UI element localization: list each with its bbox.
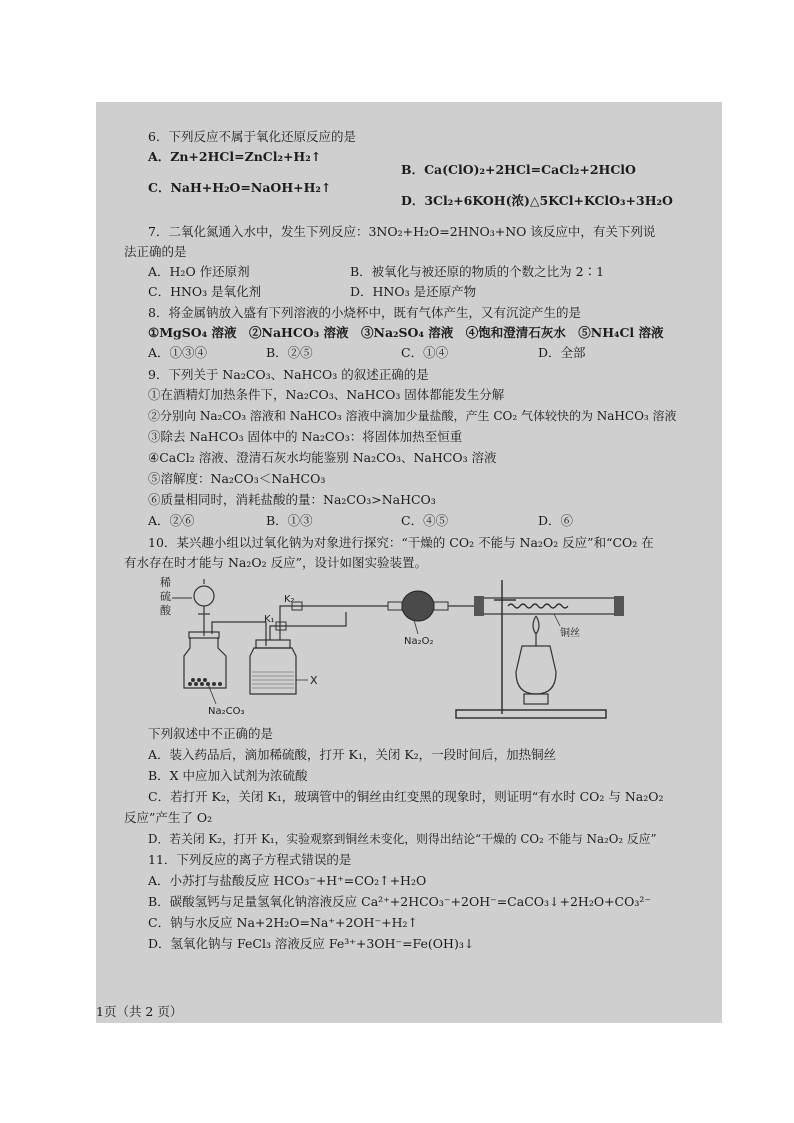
copper-wire [508,604,568,608]
q10-stem-line2: 有水存在时才能与 Na₂O₂ 反应”，设计如图实验装置。 [124,555,427,570]
alcohol-lamp [516,616,556,704]
tube-k1 [270,612,346,640]
q11-option-d: D．氢氧化钠与 FeCl₃ 溶液反应 Fe³⁺+3OH⁻=Fe(OH)₃↓ [148,936,475,951]
separatory-funnel [194,579,214,636]
q8-option-d: D．全部 [538,345,586,360]
q9-statement-4: ④CaCl₂ 溶液、澄清石灰水均能鉴别 Na₂CO₃、NaHCO₃ 溶液 [148,450,497,465]
q10-option-c-line2: 反应”产生了 O₂ [124,810,213,825]
label-na2o2: Na₂O₂ [404,636,434,647]
q10-option-c-line1: C．若打开 K₂，关闭 K₁，玻璃管中的铜丝由红变黑的现象时，则证明“有水时 CO₂ 与 Na₂O₂ [148,789,664,804]
q6-option-d: D．3Cl₂+6KOH(浓)△5KCl+KClO₃+3H₂O [401,193,673,208]
label-acid-1: 稀 [160,576,171,589]
q10-option-b: B．X 中应加入试剂为浓硫酸 [148,768,308,783]
q9-option-a: A．②⑥ [148,513,195,528]
q8-stem: 8．将金属钠放入盛有下列溶液的小烧杯中，既有气体产生，又有沉淀产生的是 [148,305,581,320]
q6-option-b: B．Ca(ClO)₂+2HCl=CaCl₂+2HClO [401,162,636,177]
label-copper-wire: 铜丝 [560,628,580,639]
q8-option-c: C．①④ [401,345,449,360]
label-x: X [310,674,318,687]
label-acid-3: 酸 [160,604,171,617]
q10-option-d: D．若关闭 K₂，打开 K₁，实验观察到铜丝未变化，则得出结论“干燥的 CO₂ 不能与 Na₂O₂ 反应” [148,832,657,846]
q9-option-c: C．④⑤ [401,513,449,528]
q9-statement-1: ①在酒精灯加热条件下，Na₂CO₃、NaHCO₃ 固体都能发生分解 [148,387,505,402]
q9-option-d: D．⑥ [538,513,574,528]
label-k1: K₁ [264,614,275,625]
q9-stem: 9．下列关于 Na₂CO₃、NaHCO₃ 的叙述正确的是 [148,367,429,382]
q9-option-b: B．①③ [266,513,313,528]
q10-option-a: A．装入药品后，滴加稀硫酸，打开 K₁，关闭 K₂，一段时间后，加热铜丝 [148,747,557,762]
q10-prompt: 下列叙述中不正确的是 [148,726,274,741]
q7-stem-line1: 7．二氧化氮通入水中，发生下列反应：3NO₂+H₂O=2HNO₃+NO 该反应中，有关下列说 [148,224,656,239]
na2co3-solid [188,678,222,686]
q11-stem: 11．下列反应的离子方程式错误的是 [148,852,352,867]
q7-option-c: C．HNO₃ 是氧化剂 [148,284,262,299]
q9-statement-6: ⑥质量相同时，消耗盐酸的量：Na₂CO₃>NaHCO₃ [148,492,436,507]
q11-option-c: C．钠与水反应 Na+2H₂O=Na⁺+2OH⁻+H₂↑ [148,915,419,930]
q11-option-a: A．小苏打与盐酸反应 HCO₃⁻+H⁺=CO₂↑+H₂O [148,873,427,888]
na2o2-drying-tube [388,591,448,621]
q9-statement-5: ⑤溶解度：Na₂CO₃＜NaHCO₃ [148,471,326,486]
liquid-x [252,672,294,688]
glass-tube [474,596,624,616]
q8-items: ①MgSO₄ 溶液 ②NaHCO₃ 溶液 ③Na₂SO₄ 溶液 ④饱和澄清石灰水 ⑤NH₄Cl 溶液 [148,325,664,340]
exam-page [96,102,722,1023]
washing-bottle [250,640,296,694]
q9-statement-3: ③除去 NaHCO₃ 固体中的 Na₂CO₃：将固体加热至恒重 [148,429,463,444]
q8-option-b: B．②⑤ [266,345,313,360]
experiment-apparatus-figure [156,576,580,726]
q6-option-c: C．NaH+H₂O=NaOH+H₂↑ [148,180,332,195]
q9-statement-2: ②分别向 Na₂CO₃ 溶液和 NaHCO₃ 溶液中滴加少量盐酸，产生 CO₂ 气体较快的为 NaHCO₃ 溶液 [148,409,677,423]
label-k2: K₂ [284,594,295,605]
label-acid-2: 硫 [160,590,171,603]
q10-stem-line1: 10．某兴趣小组以过氧化钠为对象进行探究：“干燥的 CO₂ 不能与 Na₂O₂ 反应”和“CO₂ 在 [148,535,654,550]
label-na2co3: Na₂CO₃ [208,706,245,717]
q11-option-b: B．碳酸氢钙与足量氢氧化钠溶液反应 Ca²⁺+2HCO₃⁻+2OH⁻=CaCO₃↓+2H₂O+CO₃²⁻ [148,894,651,909]
q7-stem-line2: 法正确的是 [124,244,187,259]
q7-option-a: A．H₂O 作还原剂 [148,264,250,279]
page-footer: 1页（共 2 页） [96,1004,183,1019]
q6-stem: 6．下列反应不属于氧化还原反应的是 [148,129,356,144]
q7-option-d: D．HNO₃ 是还原产物 [350,284,477,299]
q8-option-a: A．①③④ [148,345,208,360]
tube-k2 [280,606,388,640]
connecting-tube [212,622,266,646]
q6-option-a: A．Zn+2HCl=ZnCl₂+H₂↑ [148,149,322,164]
q7-option-b: B．被氧化与被还原的物质的个数之比为 2∶1 [350,264,605,279]
